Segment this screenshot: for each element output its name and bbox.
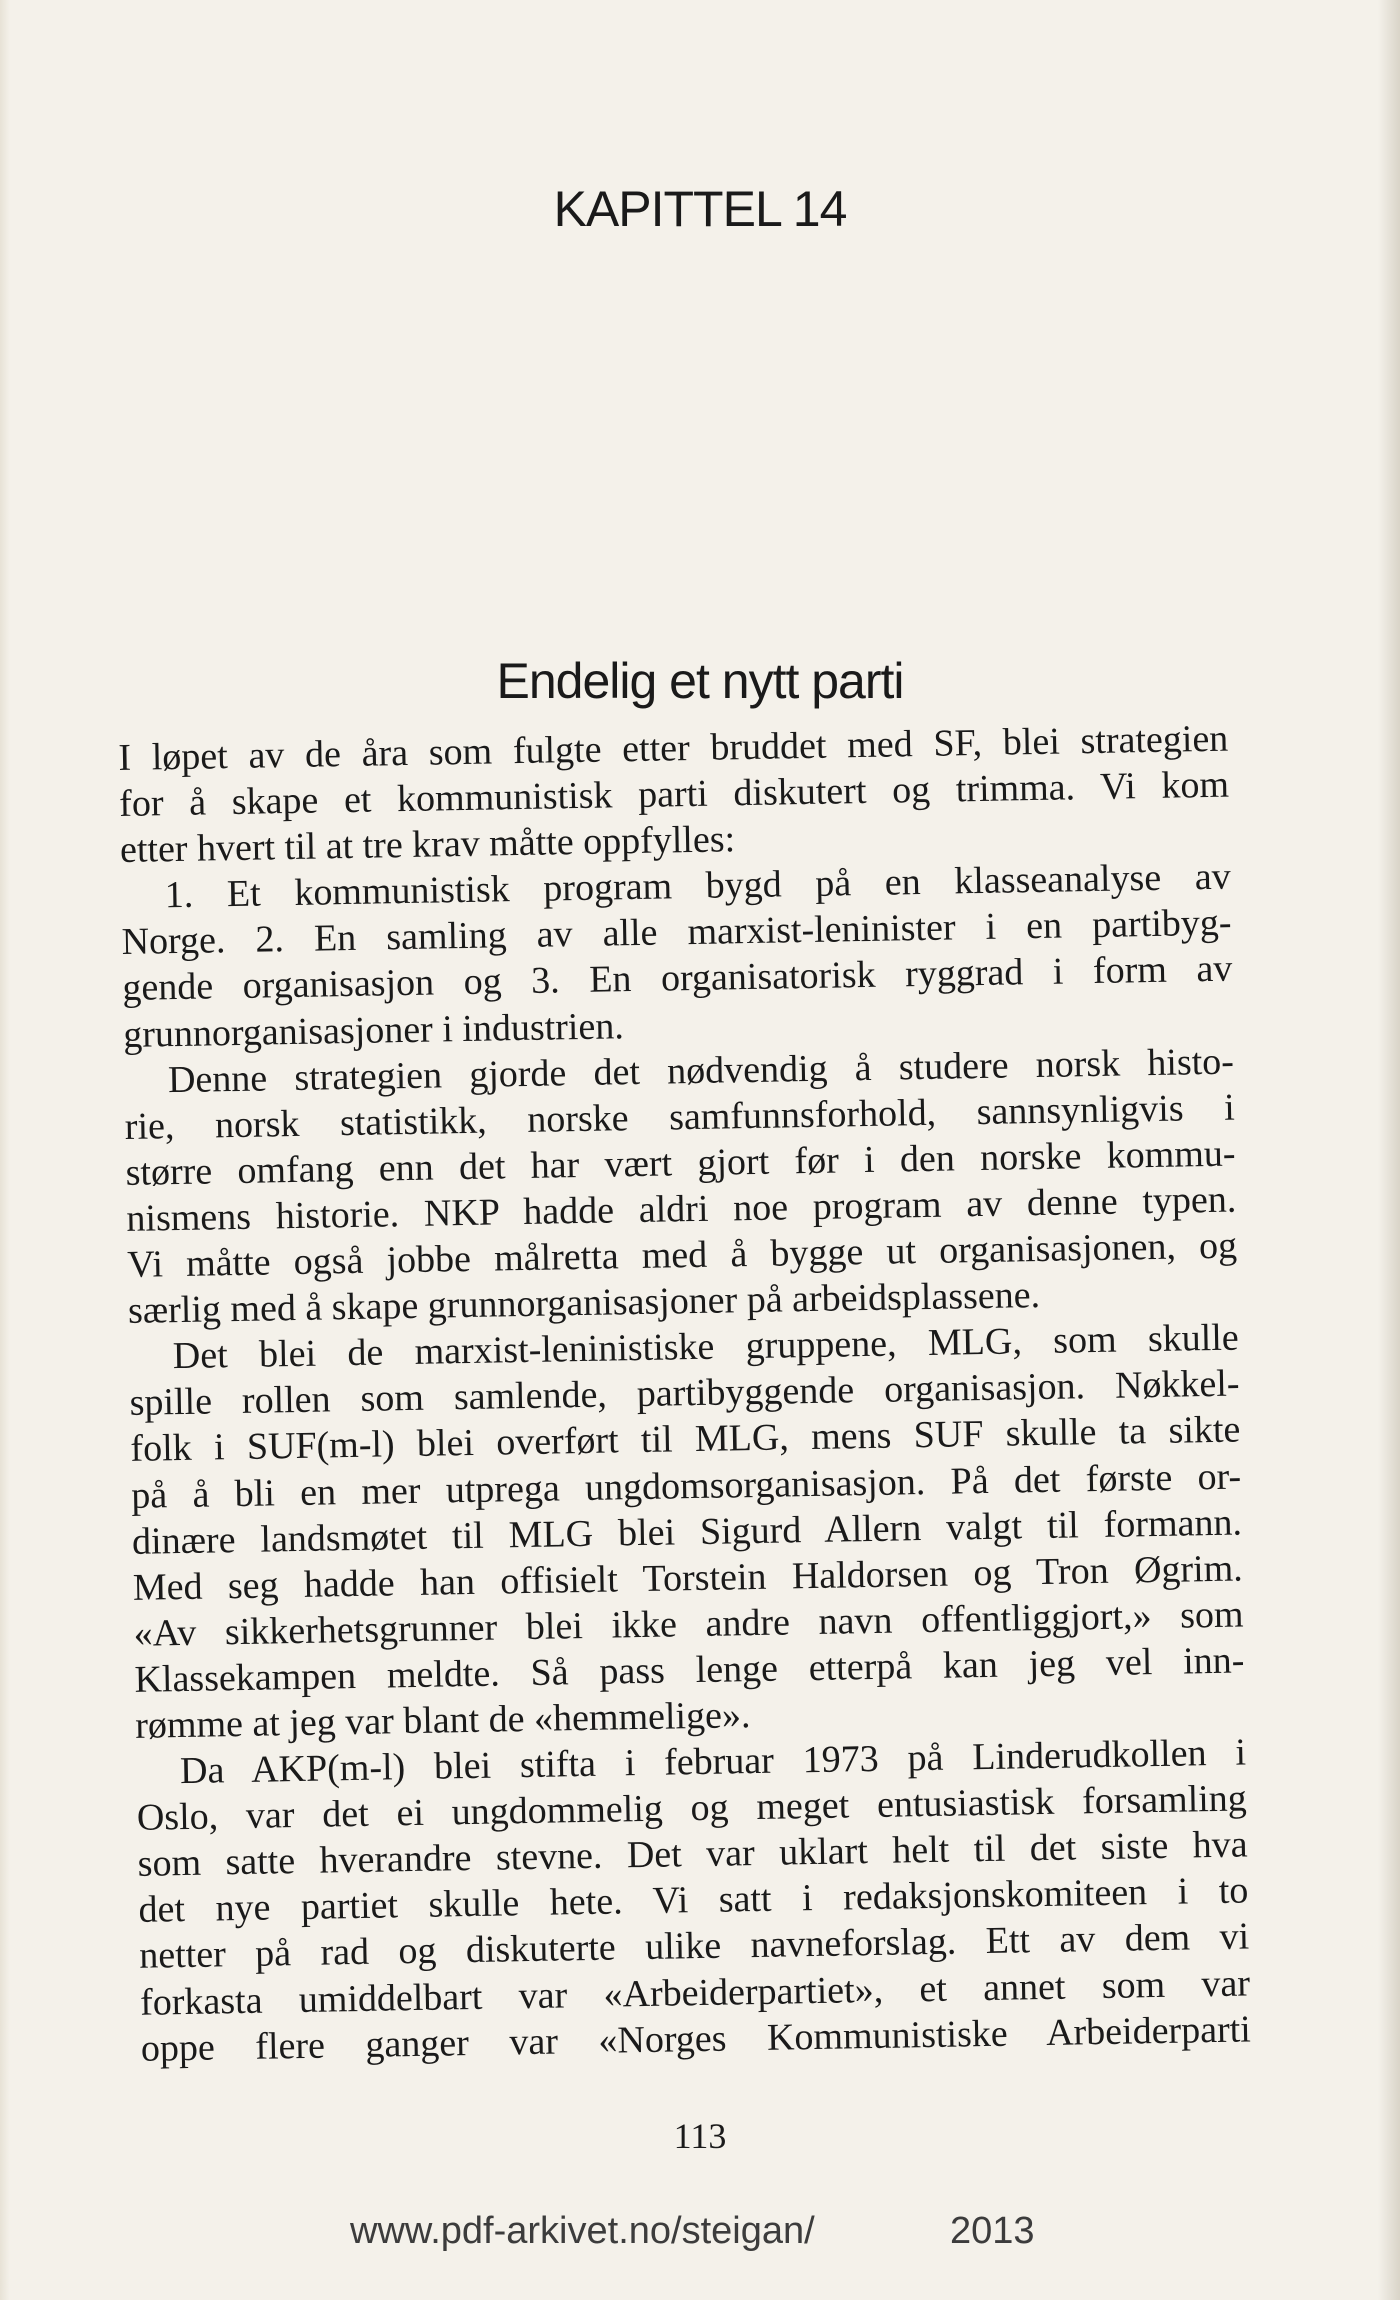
text-line: grunnorganisasjoner i industrien. (122, 1004, 625, 1056)
text-line: 1. Et kommunistisk program bygd på en klasseanalyse av (164, 855, 1232, 917)
footer-year: 2013 (950, 2210, 1035, 2252)
text-line: for å skape et kommunistisk parti diskutert og trimma. Vi kom (118, 763, 1230, 826)
page-left-edge (0, 0, 10, 2300)
page-number: 113 (673, 2116, 727, 2156)
text-line: på å bli en mer utprega ungdomsorganisasjon. På det første or- (130, 1455, 1242, 1517)
body-text (118, 716, 1251, 2072)
text-line: Denne strategien gjorde det nødvendig å studere norsk histo- (167, 1040, 1235, 1101)
text-line: oppe flere ganger var «Norges Kommunistiske Arbeiderparti (140, 2008, 1252, 2070)
text-line: «Av sikkerhetsgrunner blei ikke andre navn offentliggjort,» som (133, 1593, 1244, 1655)
section-title: Endelig et nytt parti (496, 653, 904, 709)
text-line: dinære landsmøtet til MLG blei Sigurd Allern valgt til formann. (131, 1501, 1243, 1563)
text-line: Med seg hadde han offisielt Torstein Haldorsen og Tron Øgrim. (132, 1547, 1244, 1609)
text-line: nismens historie. NKP hadde aldri noe program av denne typen. (126, 1178, 1237, 1240)
chapter-heading: KAPITTEL 14 (553, 181, 847, 237)
page-right-edge (1378, 0, 1400, 2300)
text-line: særlig med å skape grunnorganisasjoner på arbeidsplassene. (127, 1274, 1041, 1333)
text-line: I løpet av de åra som fulgte etter bruddet med SF, blei strategien (118, 717, 1229, 779)
text-line: folk i SUF(m-l) blei overført til MLG, mens SUF skulle ta sikte (130, 1408, 1241, 1471)
text-line: rømme at jeg var blant de «hemmelige». (134, 1694, 751, 1747)
text-line: større omfang enn det har vært gjort før i den norske kommu- (125, 1132, 1236, 1194)
text-line: Klassekampen meldte. Så pass lenge etterpå kan jeg vel inn- (134, 1639, 1245, 1701)
text-line: Vi måtte også jobbe målretta med å bygge ut organisasjonen, og (126, 1224, 1238, 1286)
text-line: det nye partiet skulle hete. Vi satt i redaksjonskomiteen i to (138, 1869, 1249, 1932)
text-line: rie, norsk statistikk, norske samfunnsforhold, sannsynligvis i (124, 1086, 1236, 1148)
text-line: Oslo, var det ei ungdommelig og meget entusiastisk forsamling (136, 1777, 1248, 1839)
text-line: Det blei de marxist-leninistiske gruppene, MLG, som skulle (172, 1316, 1240, 1378)
text-line: Norge. 2. En samling av alle marxist-leninister i en partibyg- (121, 901, 1232, 964)
text-line: forkasta umiddelbart var «Arbeiderpartiet», et annet som var (139, 1961, 1251, 2024)
text-line: som satte hverandre stevne. Det var uklart helt til det siste hva (137, 1823, 1248, 1886)
text-line: Da AKP(m-l) blei stifta i februar 1973 på Linderudkollen i (179, 1731, 1247, 1793)
text-line: netter på rad og diskuterte ulike navneforslag. Ett av dem vi (138, 1915, 1250, 1978)
footer-url-link[interactable]: www.pdf-arkivet.no/steigan/ (350, 2210, 815, 2252)
text-line: etter hvert til at tre krav måtte oppfylles: (119, 818, 736, 872)
text-line: spille rollen som samlende, partibyggende organisasjon. Nøkkel- (129, 1362, 1240, 1425)
text-line: gende organisasjon og 3. En organisatorisk ryggrad i form av (122, 948, 1233, 1010)
